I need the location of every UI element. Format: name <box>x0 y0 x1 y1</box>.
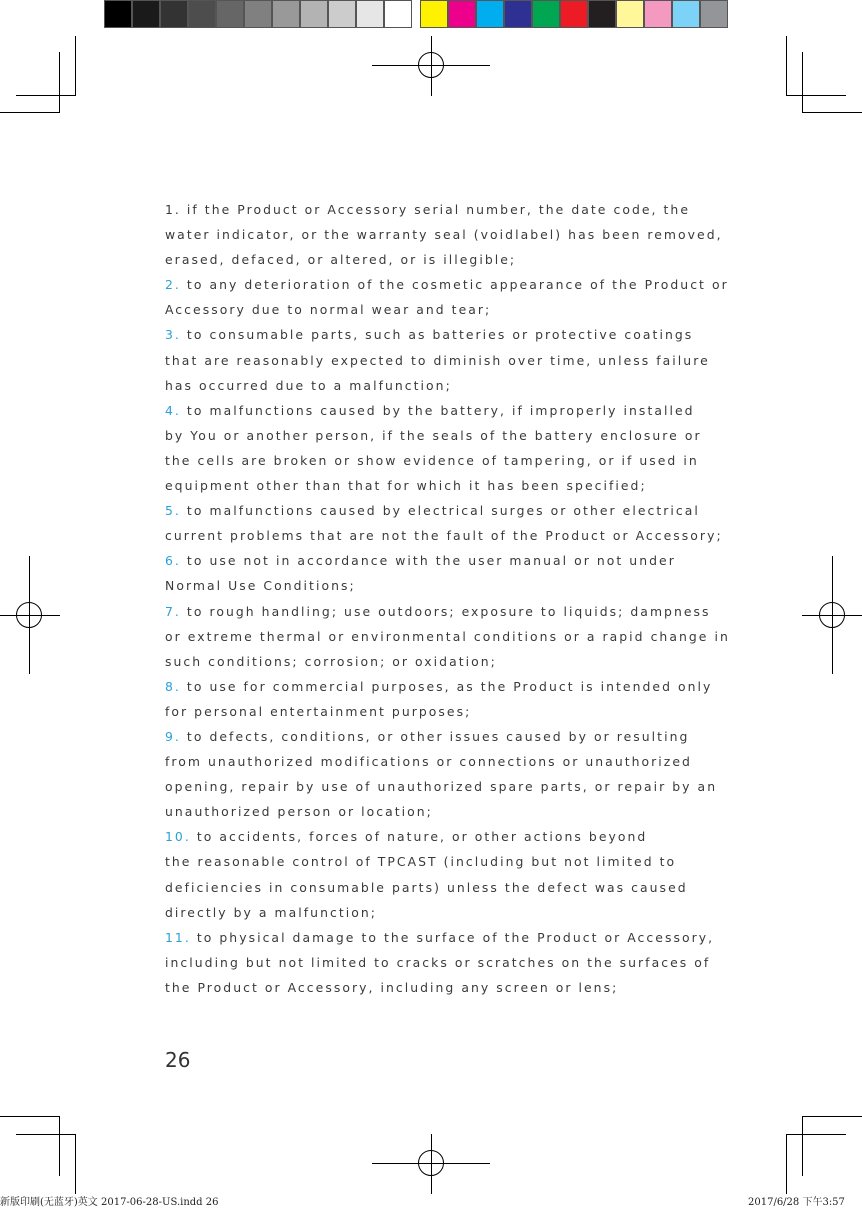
text-line <box>165 423 725 448</box>
line-text: deficiencies in consumable parts) unless the defect was caused <box>165 879 688 895</box>
color-swatch <box>448 0 476 28</box>
file-slug: 新版印刷(无蓝牙)英文 2017-06-28-US.indd 26 <box>0 1197 219 1208</box>
text-line <box>165 348 725 373</box>
line-text: the reasonable control of TPCAST (including but not limited to <box>165 854 677 870</box>
text-line <box>165 473 725 498</box>
text-line <box>165 774 725 799</box>
crop-mark <box>786 95 846 96</box>
text-line <box>165 573 725 598</box>
crop-mark <box>16 95 76 96</box>
gray-swatch <box>188 0 216 28</box>
item-number: 9. <box>165 728 181 744</box>
text-line <box>165 247 725 272</box>
gray-swatch <box>160 0 188 28</box>
text-line <box>165 649 725 674</box>
crop-mark <box>75 36 76 96</box>
crop-mark <box>802 112 862 113</box>
gray-swatch <box>104 0 132 28</box>
text-line <box>165 523 725 548</box>
gray-swatch <box>384 0 412 28</box>
color-swatch <box>588 0 616 28</box>
warranty-exclusions-text <box>165 197 730 1000</box>
text-line <box>165 548 725 573</box>
color-swatch <box>420 0 448 28</box>
line-text: 1. if the Product or Accessory serial number, the date code, the <box>165 202 691 217</box>
gray-swatch <box>328 0 356 28</box>
color-swatch <box>644 0 672 28</box>
gray-swatch <box>356 0 384 28</box>
line-text: to use for commercial purposes, as the Product is intended only <box>180 678 713 694</box>
registration-mark <box>418 52 444 78</box>
text-line <box>165 624 730 649</box>
item-number: 8. <box>165 678 181 694</box>
line-text: water indicator, or the warranty seal (voidlabel) has been removed, <box>165 227 723 243</box>
line-text: to use not in accordance with the user manual or not under <box>180 553 676 569</box>
crop-mark <box>786 36 787 96</box>
line-text: to any deterioration of the cosmetic appearance of the Product or <box>180 277 729 293</box>
text-line <box>165 674 725 699</box>
line-text: to malfunctions caused by electrical surges or other electrical <box>180 503 700 519</box>
page-number: 26 <box>165 1048 191 1072</box>
color-swatch <box>504 0 532 28</box>
gray-swatch <box>216 0 244 28</box>
color-swatch <box>476 0 504 28</box>
color-swatch <box>700 0 728 28</box>
item-number: 5. <box>165 503 181 519</box>
line-text: equipment other than that for which it has been specified; <box>165 478 647 494</box>
line-text: or extreme thermal or environmental conditions or a rapid change in <box>165 628 730 644</box>
line-text: such conditions; corrosion; or oxidation; <box>165 653 497 669</box>
crop-mark <box>59 52 60 112</box>
line-text: opening, repair by use of unauthorized spare parts, or repair by an <box>165 779 718 795</box>
line-text: unauthorized person or location; <box>165 804 433 820</box>
crop-mark <box>802 1116 803 1176</box>
item-number: 11. <box>165 929 191 945</box>
color-swatch <box>560 0 588 28</box>
color-swatch <box>532 0 560 28</box>
gray-swatch <box>272 0 300 28</box>
text-line <box>165 322 725 347</box>
gray-swatch <box>300 0 328 28</box>
line-text: directly by a malfunction; <box>165 904 378 920</box>
line-text: to consumable parts, such as batteries or protective coatings <box>180 327 694 343</box>
line-text: by You or another person, if the seals of the battery enclosure or <box>165 427 702 443</box>
gray-swatch <box>132 0 160 28</box>
line-text: that are reasonably expected to diminish over time, unless failure <box>165 352 710 368</box>
item-number: 7. <box>165 603 181 619</box>
crop-mark <box>75 1134 76 1194</box>
line-text: to physical damage to the surface of the Product or Accessory, <box>190 929 715 945</box>
text-line <box>165 272 729 297</box>
line-text: Accessory due to normal wear and tear; <box>165 302 492 318</box>
text-line <box>165 975 725 1000</box>
text-line <box>165 373 725 398</box>
line-text: to rough handling; use outdoors; exposure to liquids; dampness <box>180 603 711 619</box>
line-text: to defects, conditions, or other issues caused by or resulting <box>180 728 690 744</box>
text-line <box>165 799 725 824</box>
line-text: for personal entertainment purposes; <box>165 703 472 719</box>
text-line <box>165 222 725 247</box>
crop-mark <box>802 1116 862 1117</box>
line-text: has occurred due to a malfunction; <box>165 377 452 393</box>
crop-mark <box>0 112 60 113</box>
gray-swatch <box>244 0 272 28</box>
text-line <box>165 498 725 523</box>
line-text: from unauthorized modifications or connections or unauthorized <box>165 754 692 770</box>
line-text: erased, defaced, or altered, or is illegible; <box>165 252 517 268</box>
item-number: 6. <box>165 553 181 569</box>
text-line <box>165 824 725 849</box>
registration-mark <box>418 1150 444 1176</box>
text-line <box>165 925 725 950</box>
registration-mark <box>819 602 845 628</box>
line-text: Normal Use Conditions; <box>165 578 356 594</box>
item-number: 2. <box>165 277 181 293</box>
text-line <box>165 749 725 774</box>
date-slug: 2017/6/28 下午3:57 <box>748 1197 845 1208</box>
text-line <box>165 875 725 900</box>
item-number: 10. <box>165 829 191 845</box>
crop-mark <box>16 1134 76 1135</box>
text-line <box>165 950 725 975</box>
color-calibration-bar <box>104 0 728 30</box>
registration-mark <box>16 602 42 628</box>
crop-mark <box>786 1134 846 1135</box>
line-text: current problems that are not the fault of the Product or Accessory; <box>165 528 723 544</box>
crop-mark <box>59 1116 60 1176</box>
item-number: 3. <box>165 327 181 343</box>
text-line <box>165 849 725 874</box>
crop-mark <box>802 52 803 112</box>
line-text: the Product or Accessory, including any screen or lens; <box>165 979 619 995</box>
text-line <box>165 197 725 222</box>
line-text: the cells are broken or show evidence of tampering, or if used in <box>165 452 699 468</box>
crop-mark <box>0 1116 60 1117</box>
item-number: 4. <box>165 402 181 418</box>
crop-mark <box>786 1134 787 1194</box>
line-text: to accidents, forces of nature, or other actions beyond <box>190 829 648 845</box>
color-swatch <box>616 0 644 28</box>
text-line <box>165 398 725 423</box>
text-line <box>165 599 725 624</box>
line-text: including but not limited to cracks or scratches on the surfaces of <box>165 954 711 970</box>
color-swatch <box>672 0 700 28</box>
line-text: to malfunctions caused by the battery, if improperly installed <box>180 402 695 418</box>
text-line <box>165 699 725 724</box>
text-line <box>165 724 725 749</box>
text-line <box>165 297 725 322</box>
text-line <box>165 448 725 473</box>
text-line <box>165 900 725 925</box>
